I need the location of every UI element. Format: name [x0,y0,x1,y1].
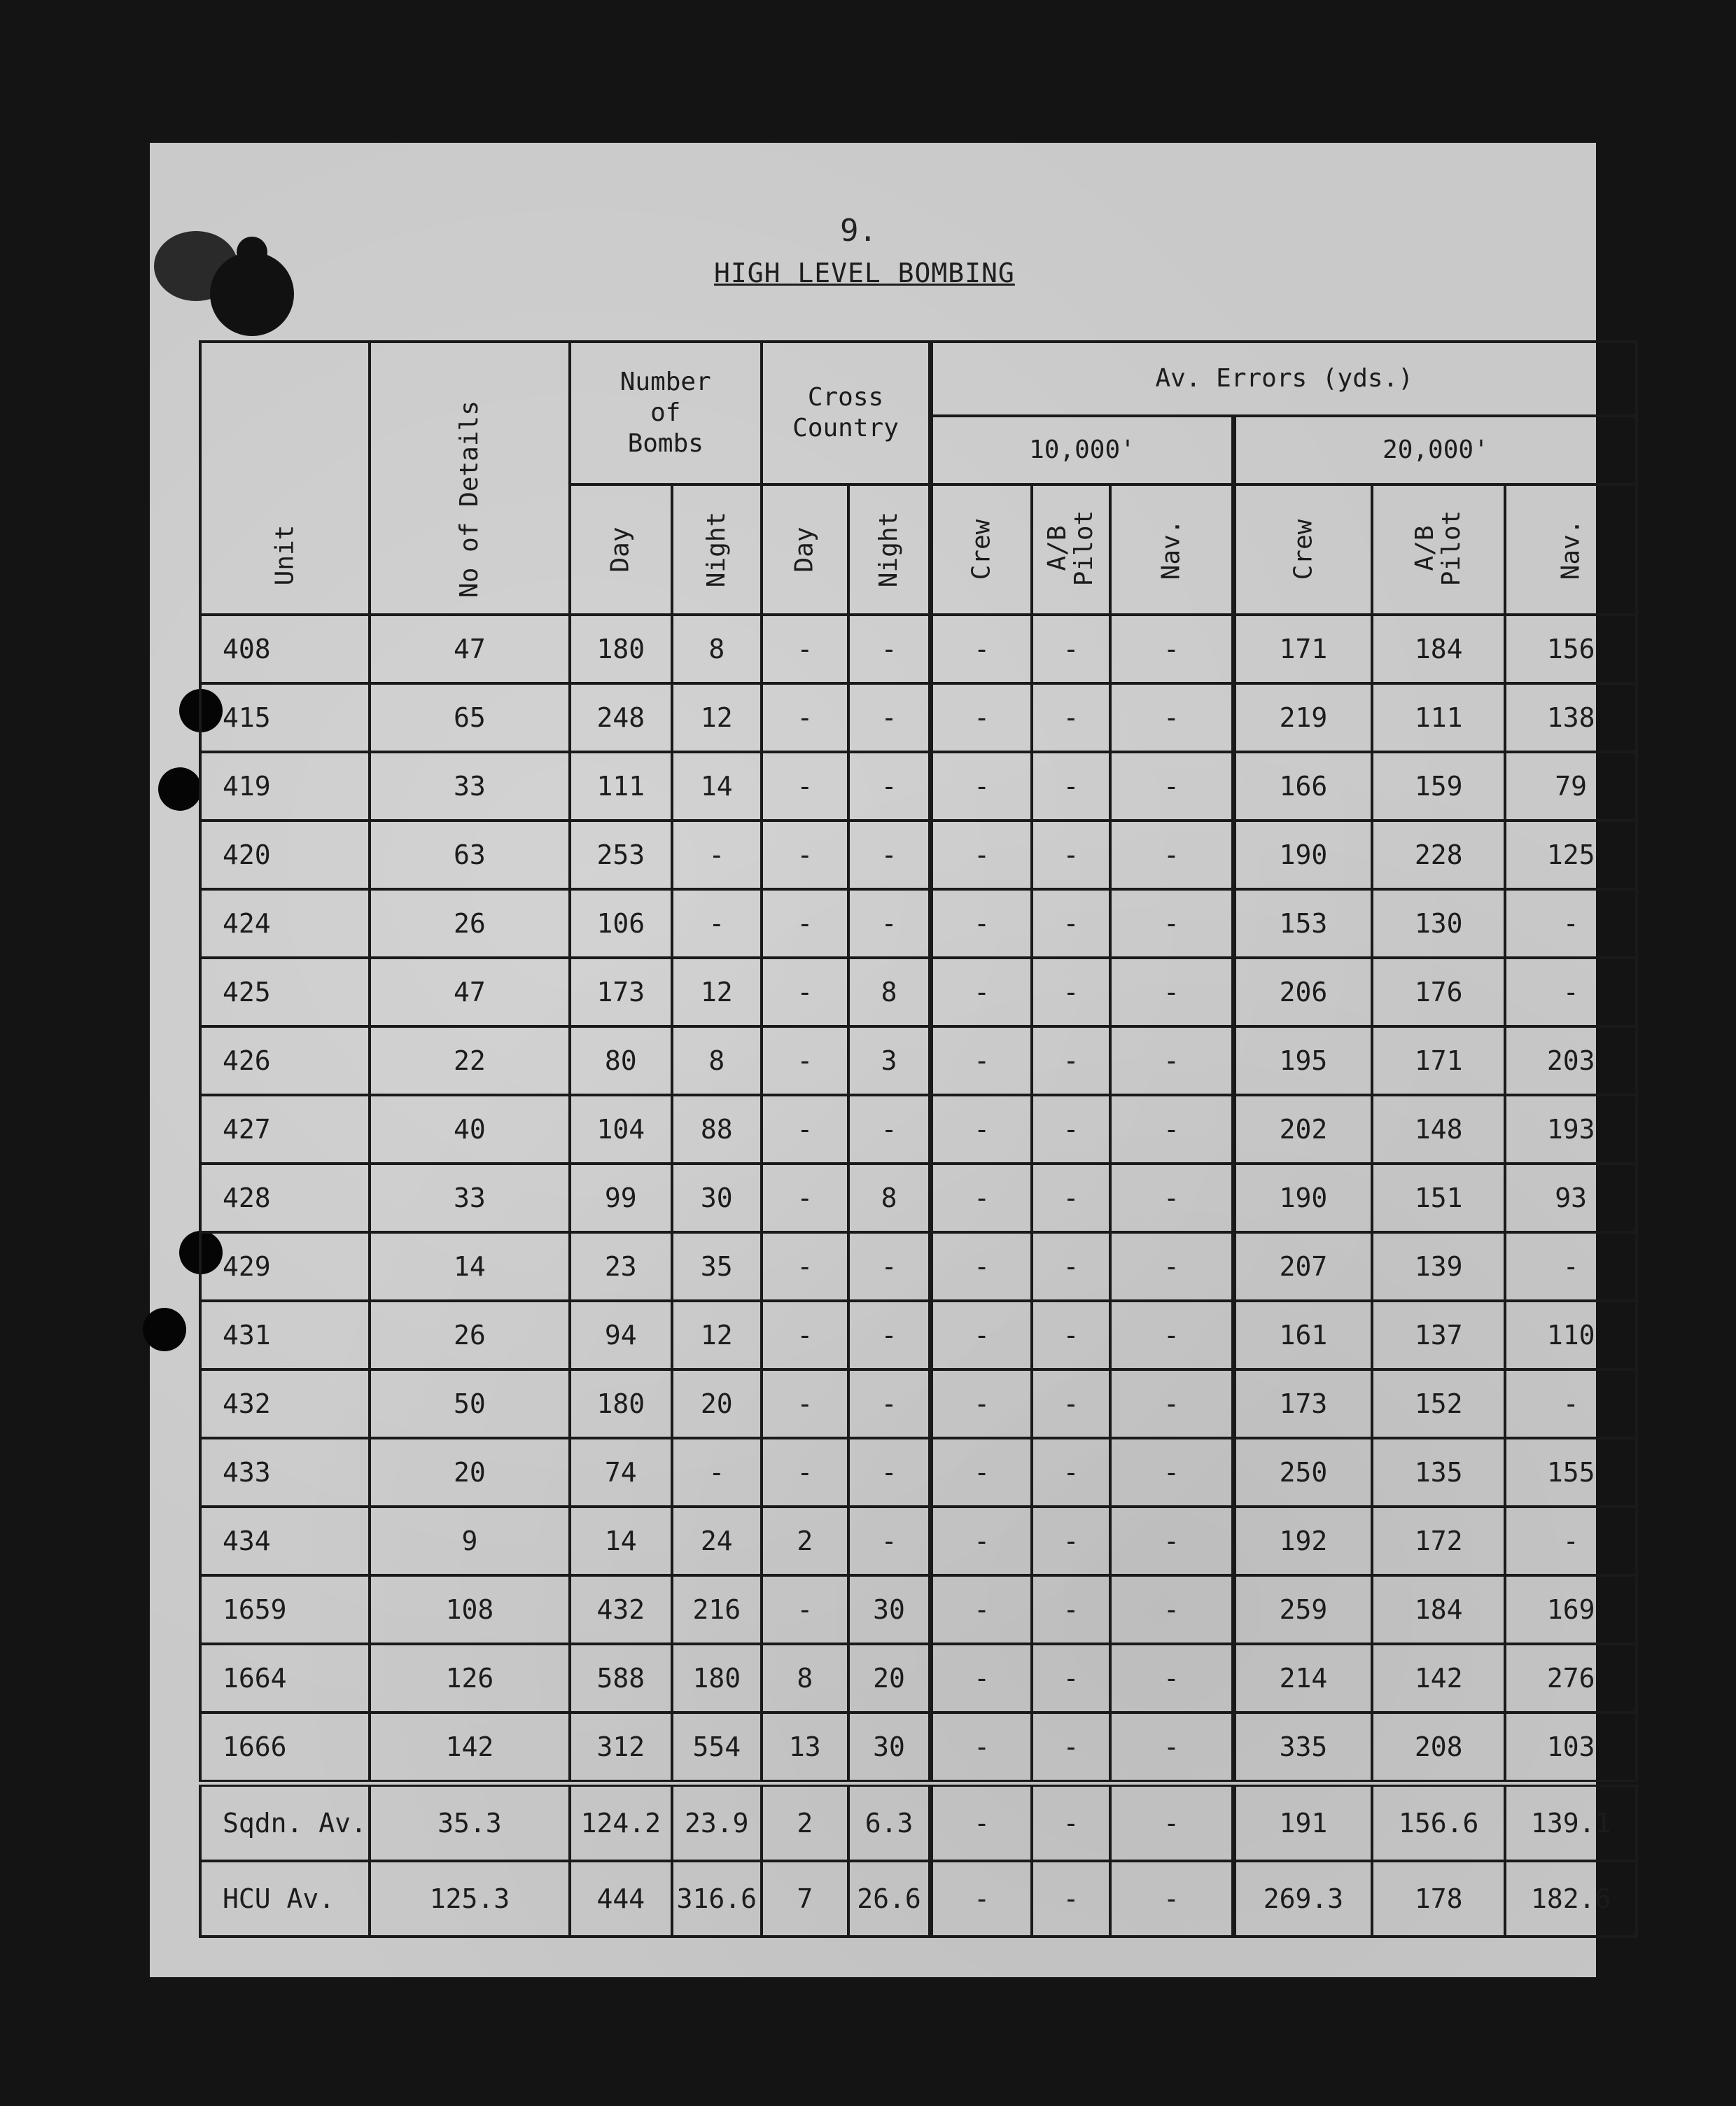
cell-10k-nav: - [1110,1232,1233,1301]
cell-20k-nav: - [1505,889,1637,958]
cell-10k-ab-pilot: - [1032,1507,1110,1575]
cell-cc-day: - [762,1026,848,1095]
cell-details: 33 [370,752,570,821]
table-row [200,821,1637,889]
cell-20k-ab-pilot: 156.6 [1372,1783,1505,1861]
table-row [200,1301,1637,1369]
cell-details: 142 [370,1713,570,1783]
cell-cc-night: 26.6 [848,1861,931,1937]
table-row [200,752,1637,821]
cell-bombs-day: 106 [570,889,672,958]
cell-20k-nav: 103 [1505,1713,1637,1783]
cell-10k-nav: - [1110,1369,1233,1438]
cell-10k-nav: - [1110,1644,1233,1713]
cell-20k-nav: 138 [1505,683,1637,752]
header-bombs-day: Day [570,484,672,615]
cell-unit: 1659 [200,1575,370,1644]
cell-unit: 429 [200,1232,370,1301]
cell-cc-night: - [848,1232,931,1301]
cell-10k-ab-pilot: - [1032,958,1110,1026]
cell-bombs-day: 180 [570,1369,672,1438]
cell-20k-crew: 195 [1233,1026,1372,1095]
cell-10k-crew: - [931,1026,1032,1095]
cell-10k-nav: - [1110,1095,1233,1164]
cell-10k-crew: - [931,1575,1032,1644]
cell-20k-nav: 110 [1505,1301,1637,1369]
header-number-of-bombs: Number of Bombs [570,342,762,484]
cell-20k-nav: 169 [1505,1575,1637,1644]
cell-10k-crew: - [931,1164,1032,1232]
cell-10k-nav: - [1110,1026,1233,1095]
table-row [200,958,1637,1026]
cell-10k-ab-pilot: - [1032,683,1110,752]
cell-20k-crew: 153 [1233,889,1372,958]
cell-20k-ab-pilot: 172 [1372,1507,1505,1575]
cell-cc-day: - [762,615,848,683]
cell-20k-crew: 250 [1233,1438,1372,1507]
cell-unit: 432 [200,1369,370,1438]
cell-10k-ab-pilot: - [1032,1438,1110,1507]
cell-10k-ab-pilot: - [1032,615,1110,683]
cell-20k-crew: 173 [1233,1369,1372,1438]
header-10k-crew: Crew [931,484,1032,615]
table-body [200,615,1637,1937]
cell-details: 20 [370,1438,570,1507]
cell-details: 47 [370,615,570,683]
cell-10k-nav: - [1110,1507,1233,1575]
cell-cc-day: 8 [762,1644,848,1713]
cell-details: 50 [370,1369,570,1438]
cell-bombs-night: 23.9 [672,1783,762,1861]
cell-bombs-day: 111 [570,752,672,821]
cell-20k-nav: 193 [1505,1095,1637,1164]
header-20k-nav: Nav. [1505,484,1637,615]
cell-bombs-night: 14 [672,752,762,821]
average-row [200,1861,1637,1937]
cell-bombs-day: 104 [570,1095,672,1164]
header-cross-country: Cross Country [762,342,931,484]
table-row [200,615,1637,683]
cell-20k-nav: - [1505,1232,1637,1301]
cell-details: 22 [370,1026,570,1095]
table-row [200,683,1637,752]
cell-bombs-day: 432 [570,1575,672,1644]
cell-bombs-day: 248 [570,683,672,752]
cell-20k-nav: - [1505,1369,1637,1438]
cell-details: 126 [370,1644,570,1713]
cell-bombs-night: 316.6 [672,1861,762,1937]
table-row [200,1438,1637,1507]
cell-10k-ab-pilot: - [1032,1232,1110,1301]
cell-20k-nav: - [1505,958,1637,1026]
table-row [200,1026,1637,1095]
cell-cc-night: - [848,1095,931,1164]
cell-10k-ab-pilot: - [1032,1783,1110,1861]
cell-20k-nav: 155 [1505,1438,1637,1507]
table-row [200,1164,1637,1232]
cell-bombs-day: 94 [570,1301,672,1369]
cell-10k-ab-pilot: - [1032,1575,1110,1644]
cell-10k-nav: - [1110,958,1233,1026]
cell-unit: 419 [200,752,370,821]
cell-20k-crew: 191 [1233,1783,1372,1861]
cell-bombs-day: 444 [570,1861,672,1937]
cell-details: 14 [370,1232,570,1301]
cell-10k-ab-pilot: - [1032,1095,1110,1164]
cell-unit: 424 [200,889,370,958]
cell-cc-day: - [762,1232,848,1301]
header-20k-crew: Crew [1233,484,1372,615]
cell-20k-nav: 139.1 [1505,1783,1637,1861]
cell-details: 35.3 [370,1783,570,1861]
cell-bombs-night: 12 [672,958,762,1026]
cell-10k-crew: - [931,821,1032,889]
bombing-table [199,340,1638,1938]
cell-details: 108 [370,1575,570,1644]
header-bombs-night: Night [672,484,762,615]
cell-20k-nav: 125 [1505,821,1637,889]
cell-20k-nav: 276 [1505,1644,1637,1713]
ink-blot [237,237,267,267]
cell-unit: 434 [200,1507,370,1575]
cell-20k-crew: 214 [1233,1644,1372,1713]
cell-cc-day: - [762,1095,848,1164]
cell-cc-day: - [762,1438,848,1507]
cell-bombs-day: 14 [570,1507,672,1575]
cell-unit: HCU Av. [200,1861,370,1937]
cell-10k-ab-pilot: - [1032,1026,1110,1095]
cell-bombs-night: 554 [672,1713,762,1783]
cell-cc-night: - [848,1507,931,1575]
cell-10k-crew: - [931,1232,1032,1301]
cell-20k-crew: 219 [1233,683,1372,752]
punch-hole [158,767,202,811]
cell-20k-ab-pilot: 184 [1372,615,1505,683]
cell-unit: 420 [200,821,370,889]
cell-details: 125.3 [370,1861,570,1937]
cell-cc-night: 20 [848,1644,931,1713]
cell-10k-crew: - [931,1644,1032,1713]
cell-20k-crew: 166 [1233,752,1372,821]
cell-unit: 1666 [200,1713,370,1783]
cell-20k-crew: 259 [1233,1575,1372,1644]
cell-bombs-night: 88 [672,1095,762,1164]
cell-10k-nav: - [1110,1438,1233,1507]
cell-10k-ab-pilot: - [1032,752,1110,821]
cell-20k-ab-pilot: 148 [1372,1095,1505,1164]
cell-10k-ab-pilot: - [1032,1644,1110,1713]
cell-10k-nav: - [1110,683,1233,752]
cell-20k-nav: 79 [1505,752,1637,821]
cell-cc-day: - [762,889,848,958]
table-row [200,1507,1637,1575]
cell-20k-ab-pilot: 208 [1372,1713,1505,1783]
cell-20k-ab-pilot: 137 [1372,1301,1505,1369]
cell-bombs-day: 74 [570,1438,672,1507]
cell-cc-night: 30 [848,1713,931,1783]
cell-cc-day: 7 [762,1861,848,1937]
cell-details: 40 [370,1095,570,1164]
cell-10k-ab-pilot: - [1032,1164,1110,1232]
cell-cc-day: 2 [762,1507,848,1575]
table-row [200,1232,1637,1301]
table-row [200,1575,1637,1644]
cell-20k-nav: 182.6 [1505,1861,1637,1937]
cell-20k-nav: - [1505,1507,1637,1575]
cell-cc-day: - [762,752,848,821]
header-no-of-details: No of Details [370,342,570,615]
cell-bombs-day: 588 [570,1644,672,1713]
cell-cc-night: 6.3 [848,1783,931,1861]
cell-20k-crew: 171 [1233,615,1372,683]
cell-cc-night: - [848,615,931,683]
cell-10k-nav: - [1110,1861,1233,1937]
cell-bombs-day: 312 [570,1713,672,1783]
cell-unit: 426 [200,1026,370,1095]
cell-10k-crew: - [931,1783,1032,1861]
page-number: 9. [840,213,877,249]
cell-cc-day: - [762,1575,848,1644]
cell-cc-night: - [848,1438,931,1507]
cell-bombs-night: - [672,821,762,889]
cell-10k-ab-pilot: - [1032,1301,1110,1369]
cell-cc-night: 30 [848,1575,931,1644]
cell-unit: Sqdn. Av. [200,1783,370,1861]
cell-20k-crew: 206 [1233,958,1372,1026]
cell-cc-night: - [848,1301,931,1369]
cell-10k-ab-pilot: - [1032,1369,1110,1438]
cell-bombs-day: 124.2 [570,1783,672,1861]
cell-20k-ab-pilot: 130 [1372,889,1505,958]
cell-10k-crew: - [931,1369,1032,1438]
cell-cc-day: - [762,958,848,1026]
cell-unit: 415 [200,683,370,752]
cell-bombs-night: 8 [672,615,762,683]
cell-20k-nav: 93 [1505,1164,1637,1232]
cell-unit: 433 [200,1438,370,1507]
cell-cc-day: 2 [762,1783,848,1861]
cell-unit: 408 [200,615,370,683]
cell-details: 26 [370,1301,570,1369]
cell-cc-night: - [848,821,931,889]
cell-bombs-day: 180 [570,615,672,683]
cell-20k-crew: 207 [1233,1232,1372,1301]
cell-cc-day: - [762,821,848,889]
cell-cc-night: - [848,889,931,958]
header-altitude-20000: 20,000' [1233,416,1637,484]
cell-bombs-night: - [672,889,762,958]
cell-cc-night: - [848,1369,931,1438]
cell-bombs-day: 23 [570,1232,672,1301]
cell-10k-crew: - [931,1861,1032,1937]
cell-10k-nav: - [1110,1713,1233,1783]
cell-cc-night: 8 [848,958,931,1026]
cell-bombs-night: 35 [672,1232,762,1301]
header-10k-nav: Nav. [1110,484,1233,615]
cell-20k-ab-pilot: 178 [1372,1861,1505,1937]
cell-cc-day: - [762,1301,848,1369]
table-row [200,1095,1637,1164]
header-cc-day: Day [762,484,848,615]
cell-20k-nav: 203 [1505,1026,1637,1095]
cell-cc-day: - [762,1369,848,1438]
cell-details: 9 [370,1507,570,1575]
cell-20k-ab-pilot: 159 [1372,752,1505,821]
cell-10k-crew: - [931,1301,1032,1369]
cell-20k-crew: 161 [1233,1301,1372,1369]
cell-cc-night: 3 [848,1026,931,1095]
cell-20k-ab-pilot: 171 [1372,1026,1505,1095]
table-row [200,1644,1637,1713]
table-row [200,889,1637,958]
cell-cc-day: 13 [762,1713,848,1783]
cell-20k-ab-pilot: 142 [1372,1644,1505,1713]
cell-10k-crew: - [931,1095,1032,1164]
header-av-errors: Av. Errors (yds.) [931,342,1637,416]
header-20k-ab-pilot: A/B Pilot [1372,484,1505,615]
cell-10k-crew: - [931,958,1032,1026]
cell-10k-crew: - [931,752,1032,821]
header-10k-ab-pilot: A/B Pilot [1032,484,1110,615]
cell-20k-ab-pilot: 135 [1372,1438,1505,1507]
cell-10k-nav: - [1110,889,1233,958]
header-cc-night: Night [848,484,931,615]
cell-10k-ab-pilot: - [1032,821,1110,889]
cell-20k-crew: 190 [1233,1164,1372,1232]
cell-20k-crew: 192 [1233,1507,1372,1575]
cell-10k-crew: - [931,1713,1032,1783]
cell-bombs-night: 30 [672,1164,762,1232]
cell-unit: 427 [200,1095,370,1164]
cell-cc-night: - [848,752,931,821]
cell-10k-ab-pilot: - [1032,1861,1110,1937]
table-row [200,1369,1637,1438]
cell-cc-night: 8 [848,1164,931,1232]
cell-bombs-night: 12 [672,683,762,752]
cell-bombs-day: 99 [570,1164,672,1232]
cell-unit: 425 [200,958,370,1026]
cell-bombs-day: 80 [570,1026,672,1095]
cell-unit: 431 [200,1301,370,1369]
cell-details: 65 [370,683,570,752]
cell-unit: 428 [200,1164,370,1232]
cell-10k-crew: - [931,1438,1032,1507]
cell-details: 47 [370,958,570,1026]
cell-20k-ab-pilot: 139 [1372,1232,1505,1301]
cell-20k-crew: 190 [1233,821,1372,889]
cell-bombs-night: 24 [672,1507,762,1575]
cell-bombs-day: 173 [570,958,672,1026]
cell-bombs-night: 8 [672,1026,762,1095]
cell-10k-crew: - [931,683,1032,752]
cell-20k-crew: 202 [1233,1095,1372,1164]
cell-10k-crew: - [931,615,1032,683]
cell-10k-nav: - [1110,1575,1233,1644]
cell-bombs-night: 216 [672,1575,762,1644]
cell-10k-nav: - [1110,615,1233,683]
cell-bombs-day: 253 [570,821,672,889]
punch-hole [143,1308,186,1351]
cell-20k-ab-pilot: 184 [1372,1575,1505,1644]
cell-bombs-night: 180 [672,1644,762,1713]
cell-10k-ab-pilot: - [1032,1713,1110,1783]
cell-details: 26 [370,889,570,958]
cell-20k-nav: 156 [1505,615,1637,683]
cell-20k-crew: 269.3 [1233,1861,1372,1937]
cell-10k-nav: - [1110,1783,1233,1861]
cell-bombs-night: 20 [672,1369,762,1438]
cell-10k-nav: - [1110,752,1233,821]
cell-10k-ab-pilot: - [1032,889,1110,958]
average-row [200,1783,1637,1861]
cell-20k-ab-pilot: 152 [1372,1369,1505,1438]
cell-bombs-night: 12 [672,1301,762,1369]
cell-bombs-night: - [672,1438,762,1507]
cell-cc-day: - [762,1164,848,1232]
cell-cc-day: - [762,683,848,752]
cell-10k-nav: - [1110,1301,1233,1369]
table-row [200,1713,1637,1783]
header-altitude-10000: 10,000' [931,416,1233,484]
cell-unit: 1664 [200,1644,370,1713]
cell-20k-ab-pilot: 176 [1372,958,1505,1026]
cell-cc-night: - [848,683,931,752]
cell-20k-ab-pilot: 111 [1372,683,1505,752]
cell-20k-crew: 335 [1233,1713,1372,1783]
cell-20k-ab-pilot: 228 [1372,821,1505,889]
cell-details: 33 [370,1164,570,1232]
cell-10k-nav: - [1110,821,1233,889]
cell-details: 63 [370,821,570,889]
cell-10k-nav: - [1110,1164,1233,1232]
cell-10k-crew: - [931,1507,1032,1575]
cell-10k-crew: - [931,889,1032,958]
page-title: HIGH LEVEL BOMBING [714,258,1015,288]
cell-20k-ab-pilot: 151 [1372,1164,1505,1232]
header-unit: Unit [200,342,370,615]
